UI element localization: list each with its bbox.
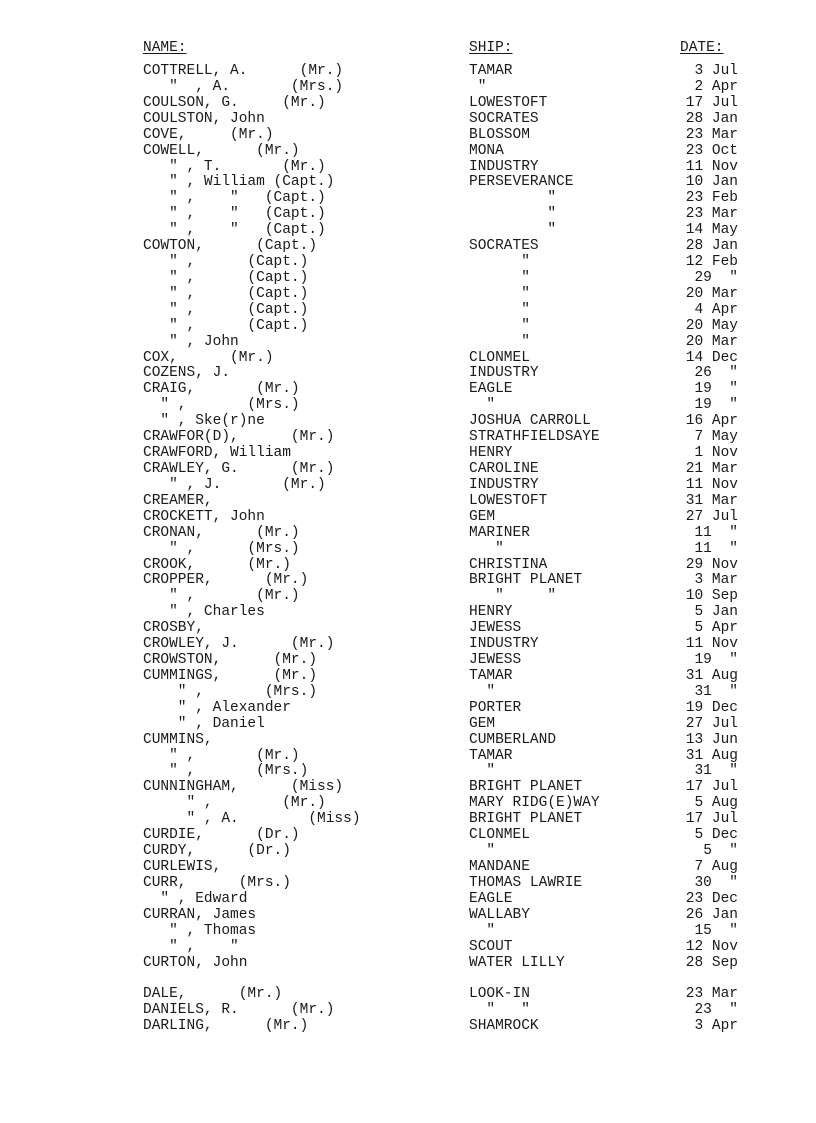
entry-name: " , William (Capt.)	[143, 174, 335, 191]
entry-date: 2 Apr	[694, 78, 738, 95]
entry-date: 11 "	[694, 540, 738, 557]
entry-ship: BRIGHT PLANET	[469, 572, 583, 589]
entry-ship: MANDANE	[469, 859, 530, 875]
entry-name: " , (Mr.)	[143, 795, 326, 812]
entry-name: " , Thomas	[143, 922, 257, 939]
entry-ship: CHRISTINA	[469, 556, 548, 573]
entry-name: " , (Mrs.)	[143, 683, 318, 700]
entry-date: 7 Aug	[694, 859, 738, 875]
entry-name: COX, (Mr.)	[143, 349, 274, 366]
entry-ship: "	[469, 78, 487, 95]
entry-name: " , " (Capt.)	[143, 190, 326, 207]
entry-date: 29 "	[694, 269, 738, 286]
entry-name: " , " (Capt.)	[143, 222, 326, 239]
entry-date: 1 Nov	[694, 445, 738, 462]
entry-ship: TAMAR	[469, 747, 513, 764]
entry-name: " , (Mr.)	[143, 747, 300, 764]
entry-date: 23 "	[694, 1002, 738, 1019]
entry-ship: SHAMROCK	[469, 1018, 539, 1035]
entry-ship: "	[469, 683, 496, 700]
entry-date: 5 Apr	[694, 620, 738, 637]
entry-ship: "	[469, 285, 530, 302]
entry-ship: "	[469, 843, 496, 860]
entry-ship: BRIGHT PLANET	[469, 811, 583, 828]
entry-name: CUMMINGS, (Mr.)	[143, 667, 318, 684]
entry-date: 11 Nov	[685, 636, 738, 653]
entry-ship: LOWESTOFT	[469, 492, 548, 509]
entry-name: DARLING, (Mr.)	[143, 1018, 309, 1035]
entry-date: 23 Mar	[685, 126, 738, 143]
entry-date: 23 Dec	[685, 890, 738, 907]
entry-ship: INDUSTRY	[469, 636, 539, 653]
entry-date: 31 Aug	[685, 667, 738, 684]
entry-ship: HENRY	[469, 604, 513, 621]
entry-name: COVE, (Mr.)	[143, 126, 274, 143]
entry-name: CUNNINGHAM, (Miss)	[143, 779, 344, 796]
entry-name: " , (Capt.)	[143, 269, 309, 286]
entry-name: COULSTON, John	[143, 110, 265, 127]
entry-date: 11 Nov	[685, 158, 738, 175]
entry-ship: INDUSTRY	[469, 365, 539, 382]
entry-ship: SOCRATES	[469, 110, 539, 127]
entry-name: " , Daniel	[143, 715, 265, 732]
entry-date: 3 Jul	[694, 63, 738, 79]
entry-date: 30 "	[694, 874, 738, 891]
header-date: DATE:	[680, 40, 724, 56]
entry-date: 19 "	[694, 652, 738, 669]
entry-name: " , (Capt.)	[143, 254, 309, 271]
entry-ship: "	[469, 333, 530, 350]
entry-date: 20 Mar	[685, 333, 738, 350]
entry-name: " , (Capt.)	[143, 301, 309, 318]
entry-date: 11 Nov	[685, 476, 738, 493]
entry-date: 27 Jul	[685, 508, 738, 525]
entry-name: CURTON, John	[143, 954, 248, 971]
entry-name: CROSBY,	[143, 620, 204, 637]
entry-ship: MARY RIDG(E)WAY	[469, 795, 600, 812]
entry-name: CROPPER, (Mr.)	[143, 572, 309, 589]
entry-name: " , "	[143, 938, 239, 955]
entry-name: DANIELS, R. (Mr.)	[143, 1002, 335, 1019]
entry-date: 10 Sep	[685, 588, 738, 605]
entry-ship: MARINER	[469, 524, 530, 541]
entry-name: CROCKETT, John	[143, 508, 265, 525]
entry-ship: " "	[469, 1002, 530, 1019]
entry-date: 29 Nov	[685, 556, 738, 573]
entry-date: 19 "	[694, 381, 738, 398]
entry-date: 17 Jul	[685, 94, 738, 111]
entry-name: CRONAN, (Mr.)	[143, 524, 300, 541]
entry-date: 10 Jan	[685, 174, 738, 191]
entry-name: " , J. (Mr.)	[143, 476, 326, 493]
entry-date: 23 Mar	[685, 986, 738, 1003]
entry-name: CURRAN, James	[143, 906, 257, 923]
entry-date: 28 Jan	[685, 110, 738, 127]
entry-ship: HENRY	[469, 445, 513, 462]
entry-name: " , (Capt.)	[143, 317, 309, 334]
entry-ship: "	[469, 206, 557, 223]
entry-name: " , (Mrs.)	[143, 540, 300, 557]
entry-ship: BRIGHT PLANET	[469, 779, 583, 796]
entry-ship: TAMAR	[469, 63, 513, 79]
entry-name: " , John	[143, 333, 239, 350]
entry-date: 27 Jul	[685, 715, 738, 732]
entry-name: CROWLEY, J. (Mr.)	[143, 636, 335, 653]
entry-date: 23 Mar	[685, 206, 738, 223]
entry-ship: TAMAR	[469, 667, 513, 684]
entry-date: 23 Feb	[685, 190, 738, 207]
entry-name: CRAWFOR(D), (Mr.)	[143, 429, 335, 446]
entry-date: 15 "	[694, 922, 738, 939]
entry-date: 3 Mar	[694, 572, 738, 589]
entry-name: " , (Mrs.)	[143, 763, 309, 780]
entry-ship: CLONMEL	[469, 349, 530, 366]
entry-ship: "	[469, 397, 496, 414]
entry-ship: INDUSTRY	[469, 158, 539, 175]
entry-name: " , " (Capt.)	[143, 206, 326, 223]
entry-ship: "	[469, 269, 530, 286]
entry-ship: MONA	[469, 142, 504, 159]
entry-ship: PERSEVERANCE	[469, 174, 574, 191]
entry-date: 19 Dec	[685, 699, 738, 716]
entry-date: 21 Mar	[685, 461, 738, 477]
entry-name: COTTRELL, A. (Mr.)	[143, 63, 344, 79]
entry-name: CURLEWIS,	[143, 859, 222, 875]
entry-name: " , Ske(r)ne	[143, 413, 265, 430]
entry-date: 12 Feb	[685, 254, 738, 271]
entry-name: CROOK, (Mr.)	[143, 556, 291, 573]
entry-date: 19 "	[694, 397, 738, 414]
entry-name: " , A. (Mrs.)	[143, 78, 344, 95]
entry-name: CRAWLEY, G. (Mr.)	[143, 461, 335, 477]
entry-date: 5 "	[703, 843, 738, 860]
entry-date: 5 Dec	[694, 827, 738, 844]
entry-ship: PORTER	[469, 699, 522, 716]
entry-date: 17 Jul	[685, 779, 738, 796]
entry-ship: GEM	[469, 715, 496, 732]
entry-name: CURDIE, (Dr.)	[143, 827, 300, 844]
entry-date: 26 Jan	[685, 906, 738, 923]
entry-ship: "	[469, 190, 557, 207]
entry-name: " , Charles	[143, 604, 265, 621]
entry-ship: "	[469, 254, 530, 271]
entry-date: 12 Nov	[685, 938, 738, 955]
entry-date: 16 Apr	[685, 413, 738, 430]
entry-name: COZENS, J.	[143, 365, 231, 382]
entry-ship: "	[469, 301, 530, 318]
entry-ship: "	[469, 922, 496, 939]
entry-ship: JEWESS	[469, 620, 522, 637]
entry-ship: "	[469, 540, 504, 557]
entry-name: COULSON, G. (Mr.)	[143, 94, 326, 111]
entry-date: 28 Jan	[685, 238, 738, 255]
entry-ship: INDUSTRY	[469, 476, 539, 493]
entry-ship: "	[469, 317, 530, 334]
entry-name: COWELL, (Mr.)	[143, 142, 300, 159]
header-name: NAME:	[143, 40, 187, 56]
entry-date: 7 May	[694, 429, 738, 446]
entry-ship: CLONMEL	[469, 827, 530, 844]
entry-name: " , A. (Miss)	[143, 811, 361, 828]
entry-name: CRAWFORD, William	[143, 445, 291, 462]
header-ship: SHIP:	[469, 40, 513, 56]
entry-ship: WALLABY	[469, 906, 530, 923]
entry-name: CURDY, (Dr.)	[143, 843, 291, 860]
entry-date: 5 Aug	[694, 795, 738, 812]
entry-date: 13 Jun	[685, 731, 738, 748]
entry-name: CURR, (Mrs.)	[143, 874, 291, 891]
entry-name: COWTON, (Capt.)	[143, 238, 318, 255]
entry-ship: " "	[469, 588, 557, 605]
entry-date: 20 Mar	[685, 285, 738, 302]
entry-ship: CUMBERLAND	[469, 731, 557, 748]
entry-date: 5 Jan	[694, 604, 738, 621]
entry-date: 31 "	[694, 763, 738, 780]
entry-date: 31 Mar	[685, 492, 738, 509]
entry-name: " , T. (Mr.)	[143, 158, 326, 175]
entry-date: 23 Oct	[685, 142, 738, 159]
entry-date: 28 Sep	[685, 954, 738, 971]
entry-ship: EAGLE	[469, 381, 513, 398]
entry-date: 14 May	[685, 222, 738, 239]
entry-name: CRAIG, (Mr.)	[143, 381, 300, 398]
entry-ship: SOCRATES	[469, 238, 539, 255]
entry-ship: "	[469, 763, 496, 780]
entry-name: " , (Mrs.)	[143, 397, 300, 414]
entry-ship: "	[469, 222, 557, 239]
entry-date: 4 Apr	[694, 301, 738, 318]
entry-date: 3 Apr	[694, 1018, 738, 1035]
entry-ship: JEWESS	[469, 652, 522, 669]
entry-date: 26 "	[694, 365, 738, 382]
entry-ship: LOOK-IN	[469, 986, 530, 1003]
entry-name: DALE, (Mr.)	[143, 986, 283, 1003]
entry-date: 17 Jul	[685, 811, 738, 828]
entry-date: 11 "	[694, 524, 738, 541]
entry-ship: THOMAS LAWRIE	[469, 874, 583, 891]
entry-name: " , Edward	[143, 890, 248, 907]
entry-ship: LOWESTOFT	[469, 94, 548, 111]
entry-ship: WATER LILLY	[469, 954, 565, 971]
entry-ship: CAROLINE	[469, 461, 539, 477]
entry-ship: GEM	[469, 508, 496, 525]
entry-name: " , Alexander	[143, 699, 291, 716]
entry-ship: STRATHFIELDSAYE	[469, 429, 600, 446]
entry-date: 31 "	[694, 683, 738, 700]
entry-name: CUMMINS,	[143, 731, 213, 748]
entry-date: 14 Dec	[685, 349, 738, 366]
entry-ship: SCOUT	[469, 938, 513, 955]
entry-name: CROWSTON, (Mr.)	[143, 652, 318, 669]
entry-name: " , (Mr.)	[143, 588, 300, 605]
entry-ship: EAGLE	[469, 890, 513, 907]
entry-name: " , (Capt.)	[143, 285, 309, 302]
entry-name: CREAMER,	[143, 492, 213, 509]
entry-date: 31 Aug	[685, 747, 738, 764]
entry-ship: BLOSSOM	[469, 126, 530, 143]
entry-date: 20 May	[685, 317, 738, 334]
entry-ship: JOSHUA CARROLL	[469, 413, 591, 430]
